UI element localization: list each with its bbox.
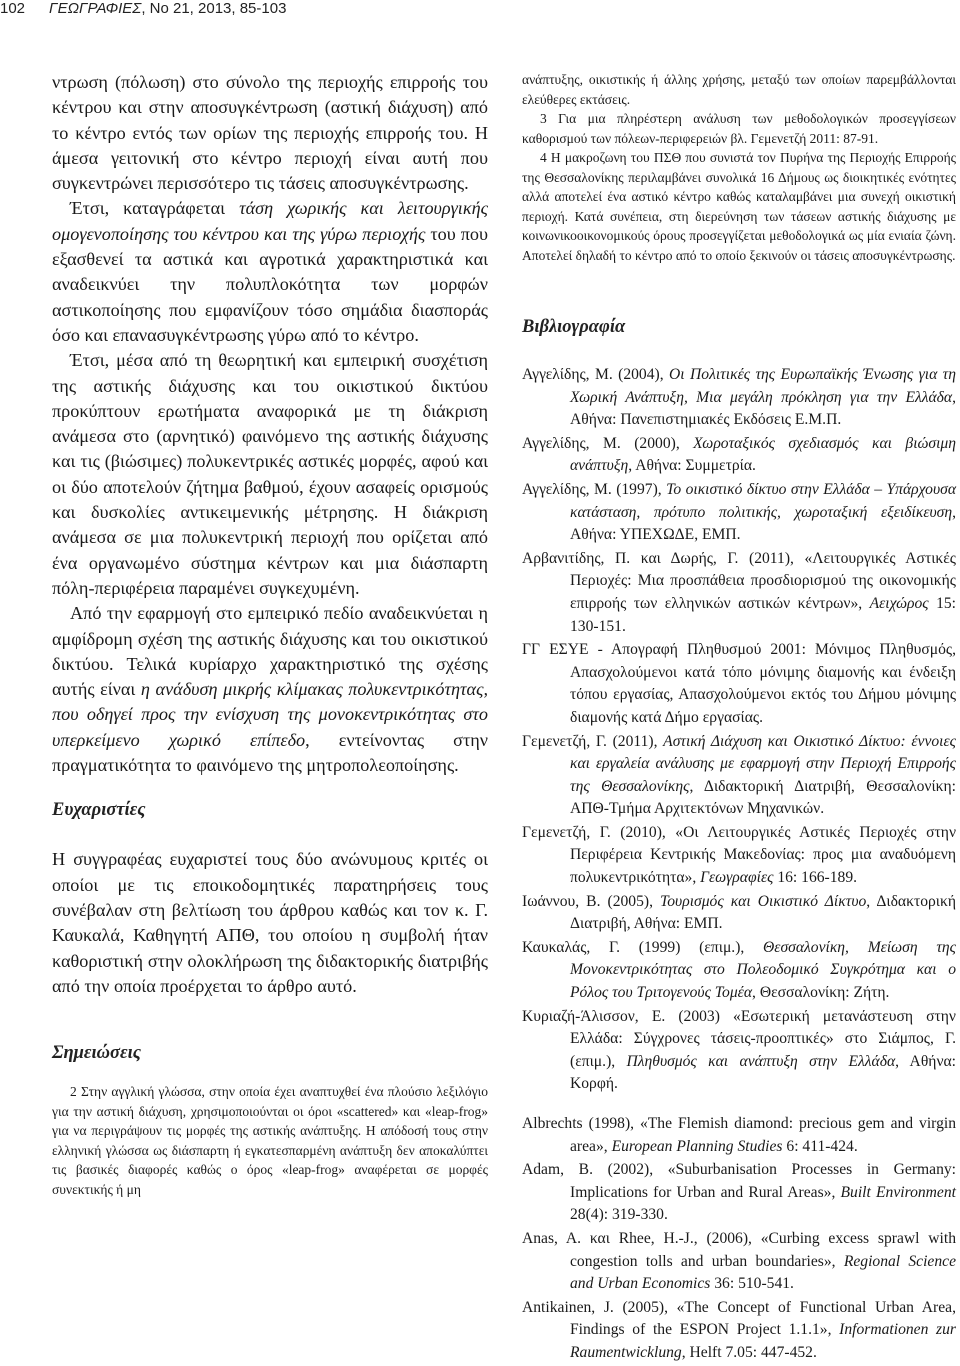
- reference: Κυριαζή-Άλισσον, Ε. (2003) «Εσωτερική μετανάστευση στην Ελλάδα: Σύγχρονες τάσεις-προοπτικές» στο Σιάμπος, Γ. (επιμ.), Πληθυσμός και ανάπτυξη στην Ελλάδα, Αθήνα: Κορφή.: [522, 1007, 956, 1093]
- emphasis: η ανάδυση μικρής κλίμακας πολυκεντρικότητας, που οδηγεί προς την ενίσχυση της μονοκεντρικότητας στο υπερκείμενο χωρικό επίπεδο: [52, 679, 489, 750]
- paragraph: [52, 196, 488, 348]
- reference: Αρβανιτίδης, Π. και Δωρής, Γ. (2011), «Λειτουργικές Αστικές Περιοχές: Μια προσπάθεια προσδιορισμού της οικονομικής επιρροής των ελληνικών αστικών κέντρων», Αειχώρος 15: 130-151.: [522, 549, 956, 635]
- bibliography-heading: Βιβλιογραφία: [522, 317, 626, 337]
- footnote: 2 Στην αγγλική γλώσσα, στην οποία έχει αναπτυχθεί ένα πλούσιο λεξιλόγιο για την αστική διάχυση, χρησιμοποιούνται οι όροι «scattered» και «leap-frog» για να περιγράψουν τις μορφές της αστικής ανάπτυξης. Η απόδοσή τους στην ελληνική γλώσσα ως διάσπαρτη ή εγκατεσπαρμένη ανάπτυξη δεν αποκαλύπτει τις βασικές διαφορές καθώς ο όρος «leap-frog» αναφέρεται σε μορφές συνεκτικής ή μη: [52, 1084, 488, 1197]
- footnotes-continued: [522, 70, 956, 265]
- reference: Γεμενετζή, Γ. (2011), Αστική Διάχυση και Οικιστικό Δίκτυο: έννοιες και εργαλεία ανάλυσης με εφαρμογή στην Περιοχή Επιρροής της Θεσσαλονίκης, Διδακτορική Διατριβή, Θεσσαλονίκη: ΑΠΘ-Τμήμα Αρχιτεκτόνων Μηχανικών.: [522, 732, 957, 818]
- paragraph: Η συγγραφέας ευχαριστεί τους δύο ανώνυμους κριτές οι οποίοι με τις εποικοδομητικές παρατηρήσεις τους συνέβαλαν στη βελτίωση του άρθρου καθώς και τον κ. Γ. Καυκαλά, Καθηγητή ΑΠΘ, του οποίου η συμβολή ήταν καθοριστική στην ολοκλήρωση της διδακτορικής διατριβής από την οποία προέρχεται το άρθρο αυτό.: [52, 849, 488, 996]
- reference: Anas, A. και Rhee, H.-J., (2006), «Curbing excess sprawl with congestion tolls and urban boundaries», Regional Science and Urban Economics 36: 510-541.: [522, 1229, 956, 1293]
- text-run: του που εξασθενεί τα αστικά και αγροτικά χαρακτηριστικά και αναδεικνύει την πολυπλοκότητα των μορφών αστικοποίησης που εμφανίζουν τόσο σημάδια διασποράς όσο και επανασυγκέντρωσης γύρω από το κέντρο.: [52, 223, 488, 345]
- running-head: [0, 0, 286, 18]
- reference: Αγγελίδης, Μ. (2004), Οι Πολιτικές της Ευρωπαϊκής Ένωσης για τη Χωρική Ανάπτυξη, Μια μεγάλη πρόκληση για την Ελλάδα, Αθήνα: Πανεπιστημιακές Εκδόσεις Ε.Μ.Π.: [522, 366, 956, 429]
- text-run: , εντείνοντας στην πραγματικότητα το φαινόμενο της μητροπολεοποίησης.: [52, 729, 488, 776]
- footnotes: [52, 1082, 488, 1199]
- bibliography-greek: [522, 364, 956, 1096]
- reference: Antikainen, J. (2005), «The Concept of Functional Urban Area, Findings of the ESPON Project 1.1.1», Informationen zur Raumentwicklung, Helft 7.05: 447-452.: [522, 1298, 956, 1361]
- footnote: 3 Για μια πληρέστερη ανάλυση των μεθοδολογικών προσεγγίσεων καθορισμού των πόλεων-περιφερειών βλ. Γεμενετζή 2011: 87-91.: [522, 111, 956, 146]
- journal-title: ΓΕΩΓΡΑΦΙΕΣ: [49, 0, 142, 17]
- footnote: ανάπτυξης, οικιστικής ή άλλης χρήσης, μεταξύ των οποίων παρεμβάλλονται ελεύθερες εκτάσεις.: [522, 72, 956, 107]
- notes-heading: Σημειώσεις: [52, 1043, 141, 1064]
- reference: Αγγελίδης, Μ. (1997), Το οικιστικό δίκτυο στην Ελλάδα – Υπάρχουσα κατάσταση, πρότυπο πολιτικής, χωροταξική εξειδίκευση, Αθήνα: ΥΠΕΧΩΔΕ, ΕΜΠ.: [522, 480, 956, 544]
- footnote: 4 Η μακροζωνη του ΠΣΘ που συνιστά τον Πυρήνα της Περιοχής Επιρροής της Θεσσαλονίκης περιλαμβάνει συνολικά 16 Δήμους ως διοικητικές ενότητες αλλά αποτελεί ένα αστικό κέντρο καθώς καταλαμβάνει μια συνεχή οικιστική περιοχή. Κατά συνέπεια, στη διερεύνηση των τάσεων αστικής διάχυσης με κοινωνικοοικονομικούς όρους προσεγγίζεται μεθοδολογικά ως μία ενιαία ζώνη. Αποτελεί δηλαδή το κέντρο από το οποίο ξεκινούν οι τάσεις αποσυγκέντρωσης.: [522, 150, 956, 263]
- reference: Γεμενετζή, Γ. (2010), «Οι Λειτουργικές Αστικές Περιοχές στην Περιφέρεια Κεντρικής Μακεδονίας: προς μια αναδυόμενη πολυκεντρικότητα», Γεωγραφίες 16: 166-189.: [522, 823, 956, 887]
- reference: Καυκαλάς, Γ. (1999) (επιμ.), Θεσσαλονίκη, Μείωση της Μονοκεντρικότητας στο Πολεοδομικό Συγκρότημα και ο Ρόλος του Τριτογενούς Τομέα, Θεσσαλονίκη: Ζήτη.: [522, 938, 956, 1002]
- text-run: Έτσι, καταγράφεται: [70, 198, 226, 219]
- reference: ΓΓ ΕΣΥΕ - Απογραφή Πληθυσμού 2001: Μόνιμος Πληθυσμός, Απασχολούμενοι κατά τόπο μόνιμης διαμονής και ένδειξη τόπου εργασίας, Απασχολούμενοι εκτός του Δήμου μόνιμης διαμονής κατά Δήμο εργασίας.: [522, 641, 956, 726]
- right-column: [522, 70, 956, 1366]
- reference: Ιωάννου, Β. (2005), Τουρισμός και Οικιστικό Δίκτυο, Διδακτορική Διατριβή, Αθήνα: ΕΜΠ.: [522, 892, 956, 933]
- acknowledgements-heading: Ευχαριστίες: [52, 800, 146, 821]
- emphasis: τάση χωρικής και λειτουργικής ομογενοποίησης του κέντρου και της γύρω περιοχής: [52, 198, 488, 244]
- paragraph: [52, 601, 488, 778]
- left-column: [52, 70, 488, 1199]
- reference: Albrechts (1998), «The Flemish diamond: precious gem and virgin area», European Planning Studies 6: 411-424.: [522, 1115, 956, 1155]
- page-number: 102: [0, 0, 26, 17]
- paragraph: ντρωση (πόλωση) στο σύνολο της περιοχής επιρροής του κέντρου και στην αποσυγκέντρωση (αστική διάχυση) από το κέντρο εντός των ορίων της περιοχής επιρροής του. Η άμεσα γειτονική στο κέντρο περιοχή είναι αυτή που συγκεντρώνει περισσότερο τις τάσεις αποσυγκέντρωσης.: [52, 72, 488, 194]
- paragraph: Έτσι, μέσα από τη θεωρητική και εμπειρική συσχέτιση της αστικής διάχυσης και του οικιστικού δικτύου προκύπτουν ερωτήματα αναφορικά με τη διάκριση ανάμεσα στο (αρνητικό) φαινόμενο της αστικής διάχυσης και τις (βιώσιμες) πολυκεντρικές αστικές μορφές, αφού και οι δύο αποτελούν ζήτημα βαθμού, έχουν ασαφείς ορισμούς και δυσκολίες αντικειμενικής μέτρησης. Η διάκριση ανάμεσα σε μια πολυκεντρική περιοχή που ορίζεται από ένα οργανωμένο σύστημα κέντρων και μια διάσπαρτη πόλη-περιφέρεια παραμένει συγκεχυμένη.: [52, 350, 488, 598]
- bibliography-english: [522, 1113, 956, 1365]
- reference: Adam, B. (2002), «Suburbanisation Processes in Germany: Implications for Urban and Rural Areas», Built Environment 28(4): 319-330.: [522, 1161, 956, 1224]
- acknowledgements-text: [52, 847, 488, 999]
- body-text: [52, 70, 488, 778]
- text-run: Από την εφαρμογή στο εμπειρικό πεδίο αναδεικνύεται η αμφίδρομη σχέση της αστικής διάχυσης και του οικιστικού δικτύου. Τελικά κυρίαρχο χαρακτηριστικό της σχέσης αυτής είναι: [52, 603, 488, 700]
- reference: Αγγελίδης, Μ. (2000), Χωροταξικός σχεδιασμός και βιώσιμη ανάπτυξη, Αθήνα: Συμμετρία.: [522, 434, 957, 475]
- journal-issue: , Νο 21, 2013, 85-103: [141, 0, 287, 17]
